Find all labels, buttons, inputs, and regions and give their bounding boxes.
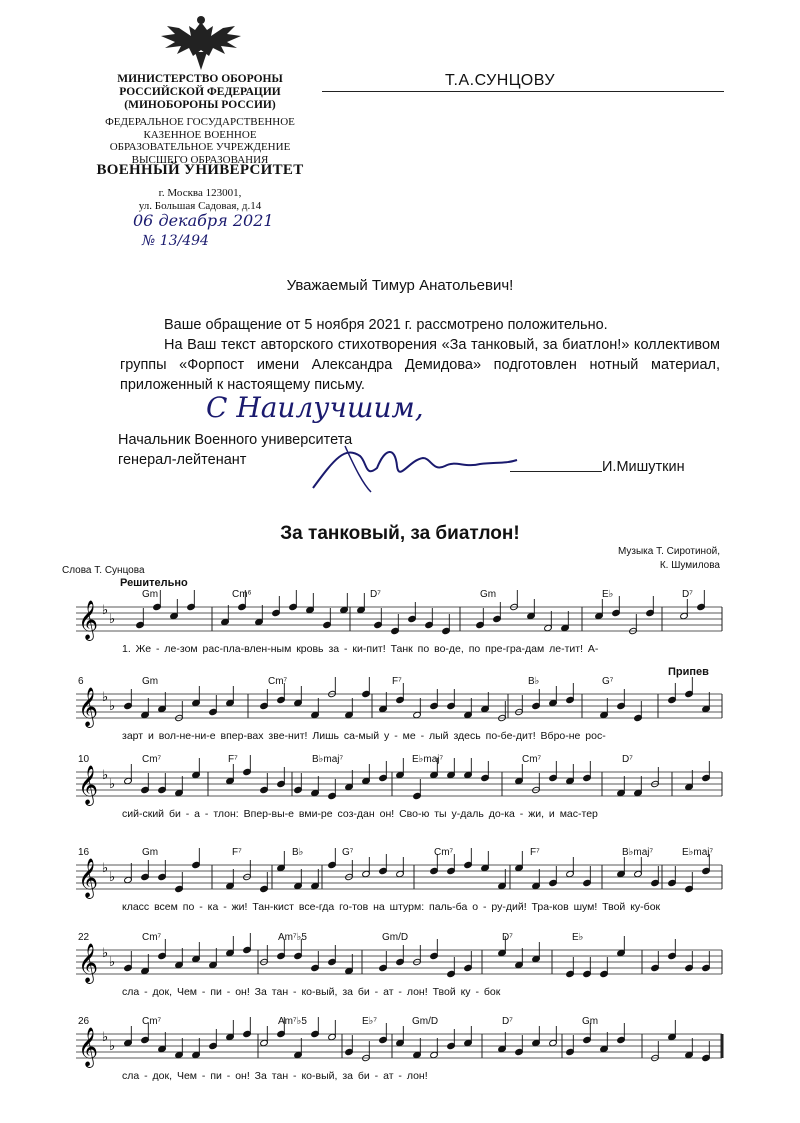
eagle-emblem-icon xyxy=(155,14,247,72)
staff xyxy=(62,1012,732,1072)
lyrics-line: зарт и вол-не-ни-е впер-вах зве-нит! Лишь са-мый у - ме - лый здесь по-бе-дит! Вбро-не рос- xyxy=(122,730,606,742)
letter-paragraph-1: Ваше обращение от 5 ноября 2021 г. рассмотрено положительно. xyxy=(164,317,608,333)
treble-clef-icon: 𝄞 xyxy=(78,600,99,640)
chord-symbol: Gm/D xyxy=(412,1016,439,1027)
chord-symbol: E♭ xyxy=(602,589,614,600)
chord-symbol: Cm⁷ xyxy=(142,932,162,943)
chord-symbol: B♭maj⁷ xyxy=(622,847,654,858)
handwritten-date: 06 декабря 2021 xyxy=(133,211,274,230)
chord-symbol: F⁷ xyxy=(392,676,402,687)
treble-clef-icon: 𝄞 xyxy=(78,1027,99,1067)
chord-symbol: Cm⁶ xyxy=(232,589,252,600)
chord-symbol: E♭⁷ xyxy=(362,1016,378,1027)
handwritten-note-text: С Наилучшим, xyxy=(206,391,424,424)
handwritten-number: № 13/494 xyxy=(142,233,209,249)
postal-address: г. Москва 123001, ул. Большая Садовая, д.14 xyxy=(138,187,262,212)
chord-symbol: E♭ xyxy=(572,932,584,943)
measure-number: 16 xyxy=(78,847,90,858)
ministry-name: МИНИСТЕРСТВО ОБОРОНЫ РОССИЙСКОЙ ФЕДЕРАЦИИ (МИНОБОРОНЫ РОССИИ) xyxy=(117,73,283,111)
chorus-label: Припев xyxy=(668,666,709,678)
chord-symbol: Cm⁷ xyxy=(268,676,288,687)
flat-icon: ♭ xyxy=(109,777,116,792)
chord-symbol: Am⁷♭5 xyxy=(278,932,307,943)
measure-number: 10 xyxy=(78,754,90,765)
flat-icon: ♭ xyxy=(102,768,109,783)
flat-icon: ♭ xyxy=(102,946,109,961)
measure-number: 6 xyxy=(78,676,84,687)
chord-symbol: E♭maj⁷ xyxy=(412,754,444,765)
chord-symbol: Gm xyxy=(480,589,497,600)
chord-symbol: Cm⁷ xyxy=(522,754,542,765)
flat-icon: ♭ xyxy=(109,955,116,970)
chord-symbol: B♭ xyxy=(528,676,540,687)
chord-symbol: D⁷ xyxy=(502,932,513,943)
chord-symbol: D⁷ xyxy=(622,754,633,765)
flat-icon: ♭ xyxy=(102,690,109,705)
chord-symbol: G⁷ xyxy=(602,676,614,687)
signer-position: Начальник Военного университета генерал-лейтенант xyxy=(118,432,353,468)
song-title: За танковый, за биатлон! xyxy=(280,523,520,544)
lyrics-line: класс всем по - ка - жи! Тан-кист все-гда го-тов на штурм: паль-ба о - ру-дий! Тра-ков шум! Твой ку-бок xyxy=(122,901,661,913)
chord-symbol: Cm⁷ xyxy=(142,754,162,765)
lyricist-credit: Слова Т. Сунцова xyxy=(62,565,145,576)
chord-symbol: D⁷ xyxy=(682,589,693,600)
treble-clef-icon: 𝄞 xyxy=(78,687,99,727)
chord-symbol: Gm xyxy=(142,589,159,600)
letter-greeting: Уважаемый Тимур Анатольевич! xyxy=(286,277,514,294)
chord-symbol: F⁷ xyxy=(232,847,242,858)
lyrics-line: сий-ский би - а - тлон: Впер-вы-е вми-ре соз-дан он! Сво-ю ты у-даль до-ка - жи, и мас-тер xyxy=(122,808,598,820)
addressee: Т.А.СУНЦОВУ xyxy=(445,72,556,89)
signature-line xyxy=(510,471,602,472)
treble-clef-icon: 𝄞 xyxy=(78,858,99,898)
letter-body xyxy=(120,315,720,395)
lyrics-line: 1. Же - ле-зом рас-пла-влен-ным кровь за - ки-пит! Танк по во-де, по пре-гра-дам ле-тит! А- xyxy=(122,643,599,655)
chord-symbol: Cm⁷ xyxy=(434,847,454,858)
flat-icon: ♭ xyxy=(109,612,116,627)
university-name: ВОЕННЫЙ УНИВЕРСИТЕТ xyxy=(96,162,304,178)
chord-symbol: F⁷ xyxy=(228,754,238,765)
chord-symbol: Am⁷♭5 xyxy=(278,1016,307,1027)
chord-symbol: D⁷ xyxy=(370,589,381,600)
chord-symbol: F⁷ xyxy=(530,847,540,858)
chord-symbol: Gm xyxy=(142,847,159,858)
measure-number: 26 xyxy=(78,1016,90,1027)
addressee-underline xyxy=(322,91,724,92)
chord-symbol: E♭maj⁷ xyxy=(682,847,714,858)
flat-icon: ♭ xyxy=(102,603,109,618)
handwritten-greeting-note xyxy=(200,385,500,433)
flat-icon: ♭ xyxy=(109,1039,116,1054)
chord-symbol: Gm xyxy=(142,676,159,687)
tempo-marking: Решительно xyxy=(120,577,188,589)
chord-symbol: Cm⁷ xyxy=(142,1016,162,1027)
chord-symbol: B♭ xyxy=(292,847,304,858)
flat-icon: ♭ xyxy=(102,1030,109,1045)
treble-clef-icon: 𝄞 xyxy=(78,765,99,805)
treble-clef-icon: 𝄞 xyxy=(78,943,99,983)
institution-type: ФЕДЕРАЛЬНОЕ ГОСУДАРСТВЕННОЕ КАЗЕННОЕ ВОЕННОЕ ОБРАЗОВАТЕЛЬНОЕ УЧРЕЖДЕНИЕ ВЫСШЕГО ОБРАЗОВАНИЯ xyxy=(105,116,295,166)
staff xyxy=(62,585,732,645)
chord-symbol: Gm/D xyxy=(382,932,409,943)
flat-icon: ♭ xyxy=(109,699,116,714)
flat-icon: ♭ xyxy=(102,861,109,876)
chord-symbol: Gm xyxy=(582,1016,599,1027)
lyrics-line: сла - док, Чем - пи - он! За тан - ко-вый, за би - ат - лон! xyxy=(122,1070,428,1082)
chord-symbol: G⁷ xyxy=(342,847,354,858)
lyrics-line: сла - док, Чем - пи - он! За тан - ко-вый, за би - ат - лон! Твой ку - бок xyxy=(122,986,501,998)
flat-icon: ♭ xyxy=(109,870,116,885)
letter-paragraph-2: На Ваш текст авторского стихотворения «За танковый, за биатлон!» коллективом группы «Форпост имени Александра Демидова» подготовлен нотный материал, приложенный к настоящему письму. xyxy=(120,337,720,393)
chord-symbol: D⁷ xyxy=(502,1016,513,1027)
music-system xyxy=(62,1012,732,1122)
chord-symbol: B♭maj⁷ xyxy=(312,754,344,765)
measure-number: 22 xyxy=(78,932,90,943)
signer-name: И.Мишуткин xyxy=(602,459,685,475)
composer-credit: Музыка Т. Сиротиной, К. Шумилова xyxy=(617,546,720,571)
